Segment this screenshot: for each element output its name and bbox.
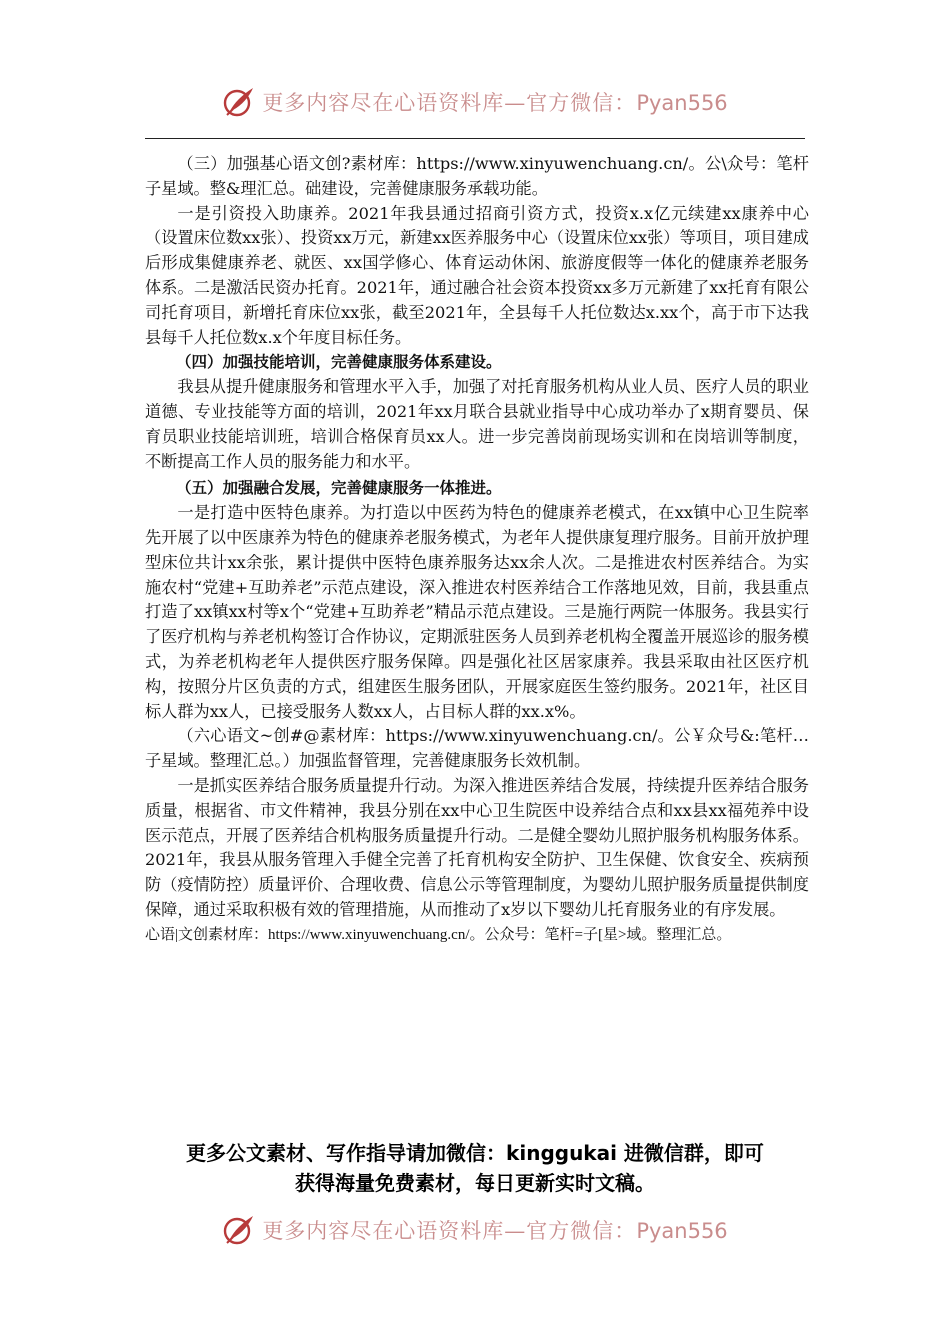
document-body [145, 152, 809, 948]
header-banner [0, 80, 950, 124]
footer-banner-account: Pyan556 [636, 1219, 728, 1243]
section-5-heading: （五）加强融合发展，完善健康服务一体推进。 [176, 479, 502, 498]
header-divider [145, 138, 805, 139]
footer-banner [0, 1208, 950, 1252]
promo-line-1: 更多公文素材、写作指导请加微信：kinggukai 进微信群，即可 [186, 1141, 764, 1165]
promo-line-2: 获得海量免费素材，每日更新实时文稿。 [295, 1171, 655, 1195]
header-banner-account: Pyan556 [636, 91, 728, 115]
paragraph: 我县从提升健康服务和管理水平入手，加强了对托育服务机构从业人员、医疗人员的职业道德、专业技能等方面的培训，2021年xx月联合县就业指导中心成功举办了x期育婴员、保育员职业技能培训班，培训合格保育员xx人。进一步完善岗前现场实训和在岗培训等制度，不断提高工作人员的服务能力和水平。 [145, 377, 809, 471]
paragraph: 一是抓实医养结合服务质量提升行动。为深入推进医养结合发展，持续提升医养结合服务质量，根据省、市文件精神，我县分别在xx中心卫生院医中设养结合点和xx县xx福苑养中设医示范点，开展了医养结合机构服务质量提升行动。二是健全婴幼儿照护服务机构服务体系。2021年，我县从服务管理入手健全完善了托育机构安全防护、卫生保健、饮食安全、疾病预防（疫情防控）质量评价、合理收费、信息公示等管理制度，为婴幼儿照护服务质量提供制度保障，通过采取积极有效的管理措施，从而推动了x岁以下婴幼儿托育服务业的有序发展。 [145, 775, 809, 919]
source-note: 心语|文创素材库：https://www.xinyuwenchuang.cn/。公众号：笔杆=子[星>域。整理汇总。 [145, 926, 732, 943]
paragraph: 一是引资投入助康养。2021年我县通过招商引资方式，投资x.x亿元续建xx康养中心（设置床位数xx张）、投资xx万元，新建xx医养服务中心（设置床位xx张）等项目，项目建成后形成集健康养老、就医、xx国学修心、体育运动休闲、旅游度假等一体化的健康养老服务体系。二是激活民资办托育。2021年，通过融合社会资本投资xx多万元新建了xx托育有限公司托育项目，新增托育床位xx张，截至2021年，全县每千人托位数达x.xx个，高于市下达我县每千人托位数x.x个年度目标任务。 [145, 203, 809, 347]
section-4-heading: （四）加强技能培训，完善健康服务体系建设。 [176, 353, 502, 372]
section-3-heading-paragraph: （三）加强基心语文创?素材库：https://www.xinyuwenchuang.cn/。公\众号：笔杆子星域。整&理汇总。础建设，完善健康服务承载功能。 [145, 154, 809, 198]
header-banner-text: 更多内容尽在心语资料库—官方微信：Pyan556 [262, 91, 728, 115]
quill-logo-icon [222, 1213, 256, 1247]
section-6-heading-paragraph: （六心语文~创#@素材库：https://www.xinyuwenchuang.cn/。公￥众号&:笔杆…子星域。整理汇总。）加强监督管理，完善健康服务长效机制。 [145, 726, 809, 771]
footer-banner-text: 更多内容尽在心语资料库—官方微信：Pyan556 [262, 1219, 728, 1243]
quill-logo-icon [222, 85, 256, 119]
paragraph: 一是打造中医特色康养。为打造以中医药为特色的健康养老模式，在xx镇中心卫生院率先开展了以中医康养为特色的健康养老服务模式，为老年人提供康复理疗服务。目前开放护理型床位共计xx余张，累计提供中医特色康养服务达xx余人次。二是推进农村医养结合。为实施农村“党建+互助养老”示范点建设，深入推进农村医养结合工作落地见效，目前，我县重点打造了xx镇xx村等x个“党建+互助养老”精品示范点建设。三是施行两院一体服务。我县实行了医疗机构与养老机构签订合作协议，定期派驻医务人员到养老机构全覆盖开展巡诊的服务模式，为养老机构老年人提供医疗服务保障。四是强化社区居家康养。我县采取由社区医疗机构，按照分片区负责的方式，组建医生服务团队，开展家庭医生签约服务。2021年，社区目标人群为xx人，已接受服务人数xx人，占目标人群的xx.x%。 [145, 503, 809, 721]
promo-text [100, 1138, 850, 1198]
